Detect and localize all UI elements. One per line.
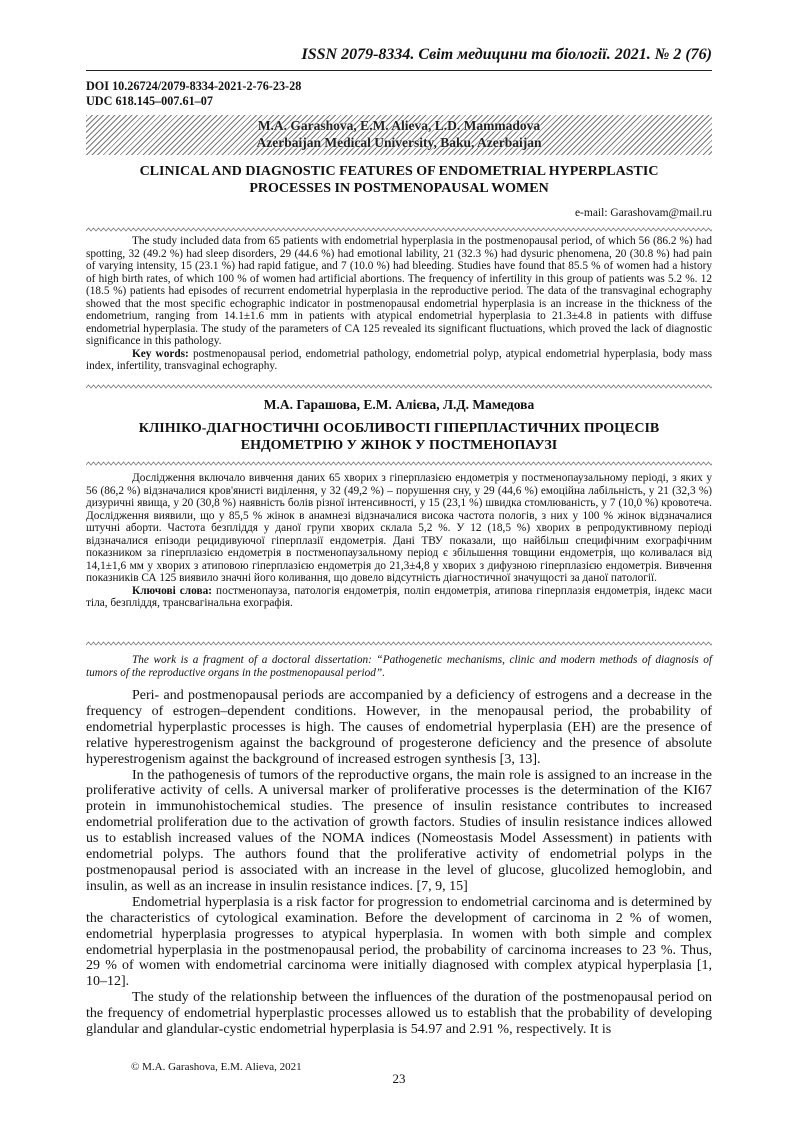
title-en-line1: CLINICAL AND DIAGNOSTIC FEATURES OF ENDOMETRIAL HYPERPLASTIC [139,164,659,179]
body-paragraph-3: Endometrial hyperplasia is a risk factor for progression to endometrial carcinoma and is determined by the characteristics of cytological examination. Before the development of carcinoma in 2 % of women, endometrial hyperplasia progresses to atypical hyperplasia. In women with both simple and complex endometrial hyperplasia in the postmenopausal period, the probability of carcinoma increases to 23 %. Thus, 29 % of women with endometrial carcinoma were initially diagnosed with complex atypical hyperplasia [1, 10–12]. [86,894,712,990]
article-title-en [86,163,712,197]
keywords-ua-label: Ключові слова: [132,584,212,597]
dissertation-note: The work is a fragment of a doctoral dissertation: “Pathogenetic mechanisms, clinic and modern methods of diagnosis of tumors of the reproductive organs in the postmenopausal period”. [86,654,712,679]
abstract-en-text: The study included data from 65 patients with endometrial hyperplasia in the postmenopausal period, of which 56 (86.2 %) had spotting, 32 (49.2 %) had sleep disorders, 29 (44.6 %) had emotional lability, 21 (32.3 %) had dysuric phenomena, 20 (30.8 %) had pain of varying intensity, 15 (23.1 %) had rapid fatigue, and 7 (10.0 %) had bleeding. Studies have found that 85.5 % of women had a history of high birth rates, of which 100 % of women had artificial abortions. The frequency of infertility in this group of patients was 5.2 %. 12 (18.5 %) patients had episodes of recurrent endometrial hyperplasia in the reproductive period. The data of the transvaginal echography showed that the most specific echographic indicator in postmenopausal endometrial hyperplasia is an increase in the thickness of the endometrium, ranging from 14.1±1.6 mm in patients with atypical endometrial hyperplasia to 21.3±4.8 in patients with diffuse endometrial hyperplasia. The study of the parameters of CA 125 revealed its significant fluctuations, which proved the lack of diagnostic significance in this pathology. [86,235,712,347]
author-names-ua: М.А. Гарашова, Е.М. Алієва, Л.Д. Мамедова [263,397,535,412]
wave-divider [86,461,712,467]
article-title-ua [86,420,712,454]
keywords-en-label: Key words: [132,347,189,360]
title-ua-line2: ЕНДОМЕТРІЮ У ЖІНОК У ПОСТМЕНОПАУЗІ [240,438,558,453]
abstract-en [86,235,712,373]
header-rule [86,70,712,71]
body-paragraph-2: In the pathogenesis of tumors of the reproductive organs, the main role is assigned to an increase in the proliferative activity of cells. A universal marker of proliferative processes is the determination of the KI67 protein in immunohistochemical studies. The presence of insulin resistance contributes to increased endometrial proliferation due to the activation of growth factors. Studies of insulin resistance indices allowed us to establish increased values of the NOMA indices (Nomeostasis Model Assessment) in patients with endometrial polyps. The authors found that the proliferative activity of endometrial polyps in the postmenopausal period is associated with an increase in the level of glucose, glucolized hemoglobin, and insulin, as well as an increase in insulin resistance indices. [7, 9, 15] [86,767,712,894]
author-names-en: M.A. Garashova, E.M. Alieva, L.D. Mammadova [257,118,541,133]
title-en-line2: PROCESSES IN POSTMENOPAUSAL WOMEN [249,181,549,196]
title-ua-line1: КЛІНІКО-ДІАГНОСТИЧНІ ОСОБЛИВОСТІ ГІПЕРПЛАСТИЧНИХ ПРОЦЕСІВ [138,421,660,436]
affiliation-en: Azerbaijan Medical University, Baku, Azerbaijan [256,135,542,150]
body-paragraph-4: The study of the relationship between the influences of the duration of the postmenopausal period on the frequency of endometrial hyperplastic processes allowed us to establish that the probability of developing glandular and glandular-cystic endometrial hyperplasia is 54.97 and 2.91 %, respectively. It is [86,990,712,1038]
wave-divider [86,384,712,390]
udc-text: UDC 618.145–007.61–07 [86,93,213,108]
author-email: e-mail: Garashovam@mail.ru [574,207,712,219]
abstract-ua [86,472,712,610]
keywords-en-list: postmenopausal period, endometrial pathology, endometrial polyp, atypical endometrial hyperplasia, body mass index, infertility, transvaginal echography. [86,347,712,372]
keywords-ua-list: постменопауза, патологія ендометрія, поліп ендометрія, атипова гіперплазія ендометрія, індекс маси тіла, безпліддя, трансвагінальна ехографія. [86,584,713,609]
doi-text: DOI 10.26724/2079-8334-2021-2-76-23-28 [86,79,302,93]
page-number: 23 [392,1071,406,1086]
wave-divider [86,641,712,647]
abstract-ua-text: Дослідження включало вивчення даних 65 хворих з гіперплазією ендометрія у постменопаузальному періоді, з яких у 56 (86,2 %) відзначалися кров'янисті виділення, у 32 (49,2 %) – порушення сну, у 29 (44,6 %) емоційна лабільність, у 21 (32,3 %) дизуричні явища, у 20 (30,8 %) наявність болів різної інтенсивності, у 15 (23,1 %) швидка стомлюваність, у 7 (10,0 %) кровотеча. Дослідження виявили, що у 85,5 % жінок в анамнезі відзначалися висока частота пологів, з них у 100 % жінок відзначалися штучні аборти. Частота безпліддя у даної групи хворих склала 5,2 %. У 12 (18,5 %) хворих в репродуктивному періоді відзначалися епізоди рецидивуючої гіперплазії ендометрія. Дані ТВУ показали, що найбільш специфічним ехографічним показником за гіперплазією ендометрія в постменопаузальному період є збільшення товщини ендометрія, що коливалася від 14,1±1,6 мм у хворих з атиповою гіперплазією ендометрія до 21,3±4,8 у хворих з дифузною гіперплазією ендометрія. Вивчення показників СА 125 виявило значні його коливання, що довело відсутність діагностичної значущості за даної патології. [86,472,712,584]
wave-divider [86,227,712,233]
body-paragraph-1: Peri- and postmenopausal periods are accompanied by a deficiency of estrogens and a decrease in the frequency of estrogen–dependent conditions. However, in the menopausal period, the probability of endometrial hyperplastic processes is high. The causes of endometrial hyperplasia (EH) are the presence of relative hyperestrogenism against the background of progesterone deficiency and the presence of absolute hyperestrogenism against the background of increased estrogen synthesis [3, 13]. [86,688,712,767]
article-identifiers [86,79,301,108]
keywords-ua [86,585,712,610]
journal-header: ISSN 2079-8334. Світ медицини та біології. 2021. № 2 (76) [301,46,712,63]
keywords-en [86,348,712,373]
article-body [86,688,712,1038]
copyright-note: © M.A. Garashova, E.M. Alieva, 2021 [131,1061,302,1073]
authors-block-en [86,117,712,151]
